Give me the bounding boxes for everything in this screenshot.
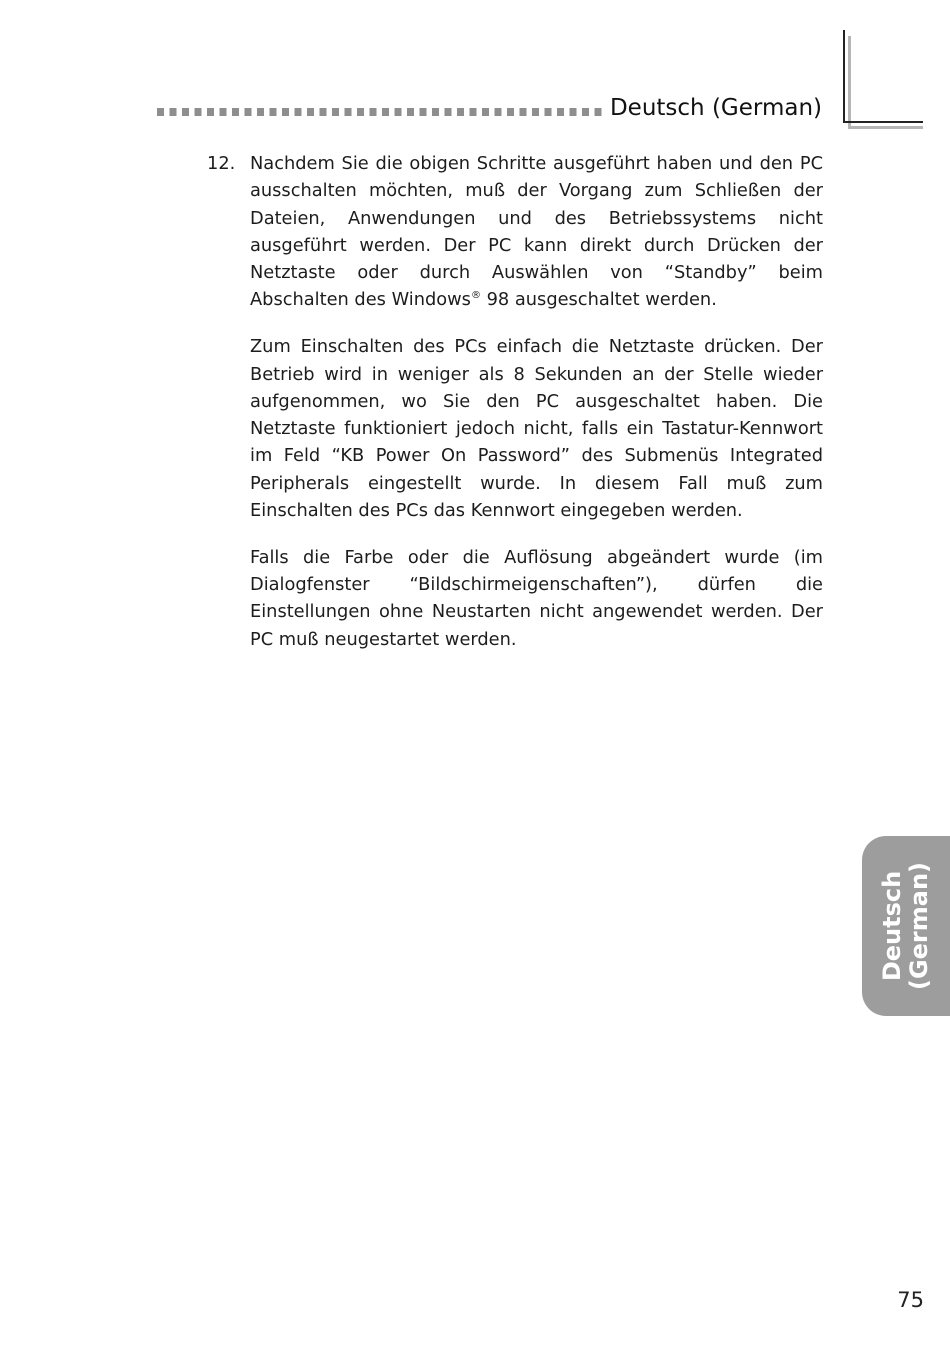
paragraph-3: Falls die Farbe oder die Auflösung abgeändert wurde (im Dialogfenster “Bildschirmeigenschaften”), dürfen die Einstellungen ohne Neustarten nicht angewendet werden. Der PC muß neugestartet werden. — [250, 546, 823, 650]
bracket-vertical-line — [843, 30, 845, 123]
paragraph-1-text: Nachdem Sie die obigen Schritte ausgeführt haben und den PC ausschalten möchten, muß der Vorgang zum Schließen der Dateien, Anwendungen und des Betriebssystems nicht ausgeführt werden. Der PC kann direkt durch Drücken der Netztaste oder durch Auswählen von “Standby” beim Abschalten des Windows — [250, 153, 823, 311]
header-dotted-rule — [157, 107, 607, 117]
side-tab-line-1: Deutsch — [878, 870, 906, 982]
bracket-horizontal-shadow — [848, 126, 923, 129]
language-side-tab — [862, 836, 950, 1016]
list-item-number: 12. — [207, 153, 236, 174]
side-tab-label — [879, 862, 933, 990]
bracket-horizontal-line — [843, 121, 923, 123]
paragraph-2: Zum Einschalten des PCs einfach die Netztaste drücken. Der Betrieb wird in weniger als 8 Sekunden an der Stelle wieder aufgenommen, wo Sie den PC ausgeschaltet haben. Die Netztaste funktioniert jedoch nicht, falls ein Tastatur-Kennwort im Feld “KB Power On Password” des Submenüs Integrated Peripherals eingestellt wurde. In diesem Fall muß zum Einschalten des PCs das Kennwort eingegeben werden. — [250, 336, 823, 522]
paragraph-1-tail: 98 ausgeschaltet werden. — [480, 289, 717, 311]
body-text — [250, 150, 823, 673]
corner-bracket-decoration — [843, 30, 923, 125]
bracket-vertical-shadow — [848, 36, 851, 126]
registered-mark: ® — [470, 290, 481, 302]
page-number: 75 — [897, 1288, 924, 1312]
side-tab-line-2: (German) — [905, 861, 933, 991]
paragraph-1 — [250, 150, 823, 314]
section-title: Deutsch (German) — [609, 95, 822, 121]
